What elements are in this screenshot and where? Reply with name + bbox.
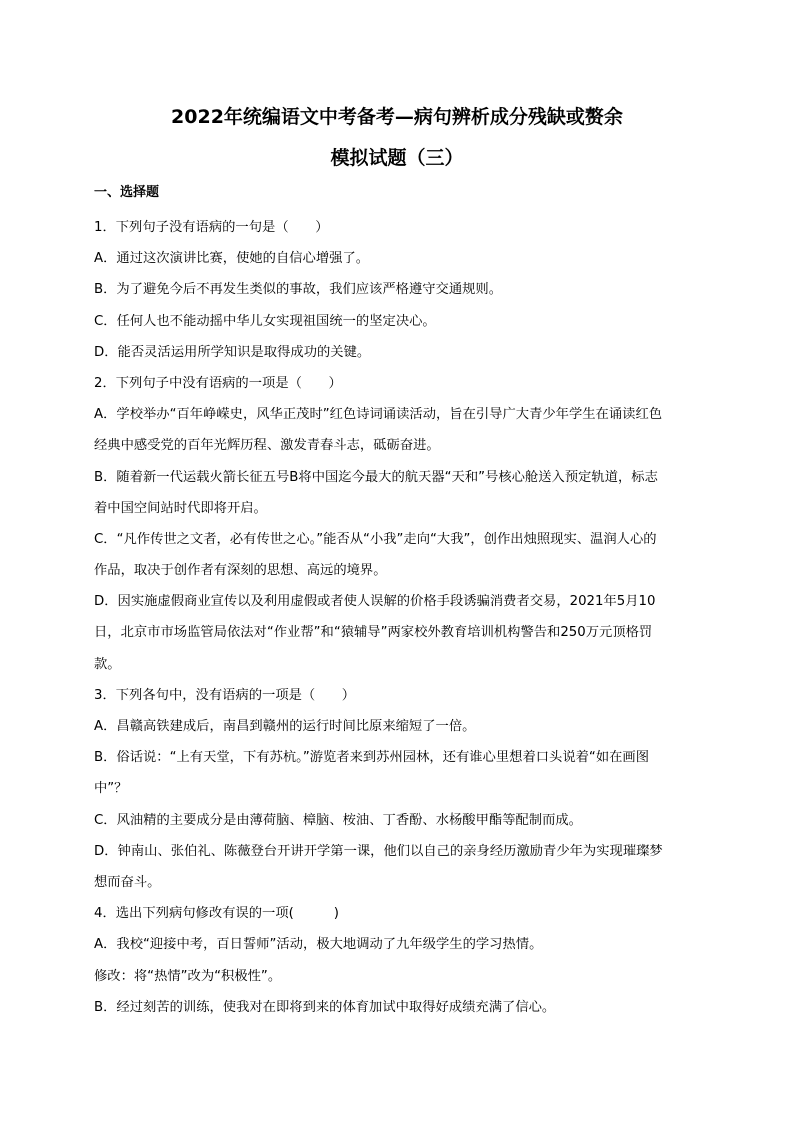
question-4-option-a-fix: 修改：将“热情”改为“积极性”。 [94,968,282,984]
question-4-stem: 4．选出下列病句修改有误的一项( ) [94,906,339,922]
document-subtitle: 模拟试题（三） [330,147,464,169]
question-3-option-d: D．钟南山、张伯礼、陈薇登台开讲开学第一课，他们以自己的亲身经历激励青少年为实现璀璨梦 [94,843,663,859]
question-3-option-a: A．昌赣高铁建成后，南昌到赣州的运行时间比原来缩短了一倍。 [94,719,476,734]
document-title: 2022年统编语文中考备考—病句辨析成分残缺或赘余 [171,106,623,128]
question-3-stem: 3．下列各句中，没有语病的一项是（ ） [94,687,356,703]
question-1-option-c: C．任何人也不能动摇中华儿女实现祖国统一的坚定决心。 [94,313,436,329]
question-2-option-d-cont2: 款。 [94,656,121,672]
question-4-option-b: B．经过刻苦的训练，使我对在即将到来的体育加试中取得好成绩充满了信心。 [94,999,556,1015]
question-3-option-d-cont: 想而奋斗。 [94,874,161,890]
section-heading: 一、选择题 [94,185,160,200]
document-body [94,212,702,1023]
question-3-option-b: B．俗话说：“上有天堂，下有苏杭。”游览者来到苏州园林，还有谁心里想着口头说着“如在画图 [94,750,650,766]
question-1-option-b: B．为了避免今后不再发生类似的事故，我们应该严格遵守交通规则。 [94,282,503,298]
question-3-option-c: C．风油精的主要成分是由薄荷脑、樟脑、桉油、丁香酚、水杨酸甲酯等配制而成。 [94,812,582,828]
question-2-option-d-cont: 日，北京市市场监管局依法对“作业帮”和“猿辅导”两家校外教育培训机构警告和250万元顶格罚 [94,625,653,641]
question-3-option-b-cont: 中”？ [94,781,128,797]
question-1-option-a: A．通过这次演讲比赛，使她的自信心增强了。 [94,251,370,267]
question-2-option-c-cont: 作品，取决于创作者有深刻的思想、高远的境界。 [94,563,387,579]
question-1-stem: 1．下列句子没有语病的一句是（ ） [94,220,329,235]
question-2-option-b: B．随着新一代运载火箭长征五号B将中国迄今最大的航天器“天和”号核心舱送入预定轨道，标志 [94,469,658,485]
question-4-option-a: A．我校“迎接中考，百日誓师”活动，极大地调动了九年级学生的学习热情。 [94,937,543,953]
question-2-option-d: D．因实施虚假商业宣传以及利用虚假或者使人误解的价格手段诱骗消费者交易，2021年5月10 [94,594,656,610]
question-1-option-d: D．能否灵活运用所学知识是取得成功的关键。 [94,344,371,360]
question-2-option-c: C．“凡作传世之文者，必有传世之心。”能否从“小我”走向“大我”，创作出烛照现实、温润人心的 [94,531,657,547]
question-2-option-b-cont: 着中国空间站时代即将开启。 [94,500,267,516]
question-2-option-a: A．学校举办“百年峥嵘史，风华正茂时”红色诗词诵读活动，旨在引导广大青少年学生在诵读红色 [94,407,663,423]
question-2-stem: 2．下列句子中没有语病的一项是（ ） [94,375,342,391]
question-2-option-a-cont: 经典中感受党的百年光辉历程、激发青春斗志，砥砺奋进。 [94,438,440,454]
